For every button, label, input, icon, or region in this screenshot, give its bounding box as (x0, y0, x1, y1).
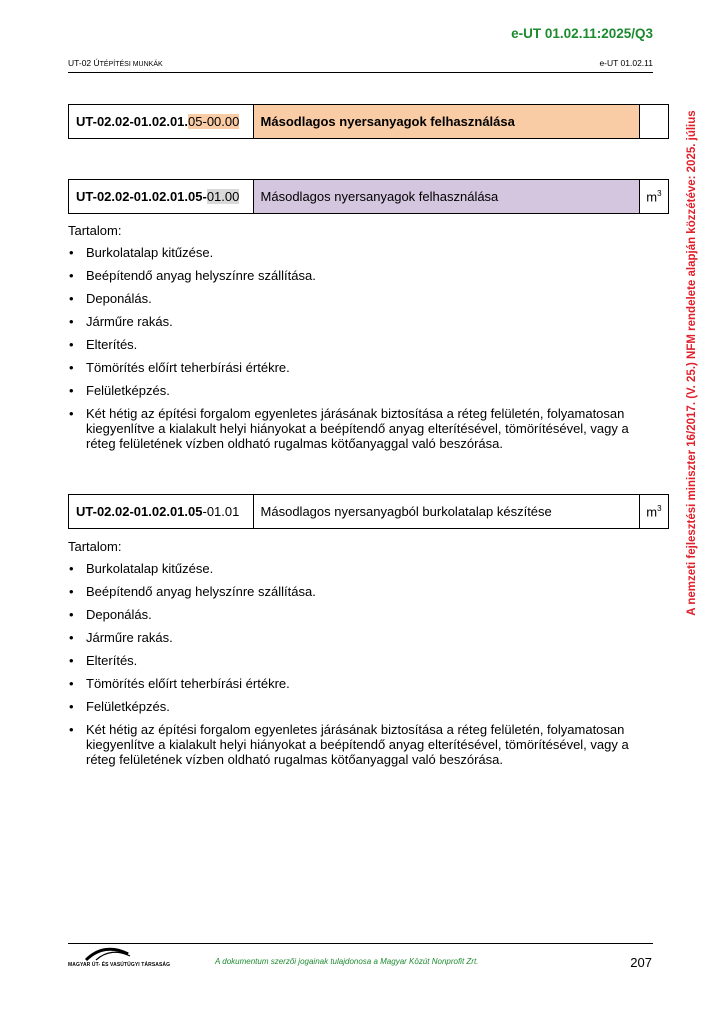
item-title: Másodlagos nyersanyagok felhasználása (253, 105, 639, 139)
list-item: • Tömörítés előírt teherbírási értékre. (68, 676, 653, 691)
unit-base: m (646, 504, 658, 520)
list-item: • Burkolatalap kitűzése. (68, 245, 653, 260)
road-curve-icon (68, 946, 163, 962)
item-content-3 (68, 539, 653, 775)
list-item: • Elterítés. (68, 337, 653, 352)
list-item: • Két hétig az építési forgalom egyenletes járásának biztosítása a réteg felületén, folyamatosan kiegyenlítve a kialakult helyi hiányokat a beépítendő anyag elterítésével, tömörítésével, vagy a réteg felületének vízben oldható rugalmas kötőanyaggal való beszórása. (68, 406, 653, 451)
item-title: Másodlagos nyersanyagból burkolatalap készítése (253, 495, 639, 529)
unit-base: m (646, 189, 658, 205)
item-code-main: UT-02.02-01.02.01.05 (76, 504, 203, 519)
content-label: Tartalom: (68, 223, 122, 238)
item-unit (639, 495, 668, 529)
page-header (68, 58, 653, 73)
item-code-main: UT-02.02-01.02.01. (76, 114, 189, 129)
item-table-2 (68, 179, 669, 214)
item-table-1 (68, 104, 669, 139)
item-code (69, 495, 254, 529)
item-unit (639, 180, 668, 214)
list-item: • Járműre rakás. (68, 630, 653, 645)
list-item: • Felületképzés. (68, 699, 653, 714)
header-doc-ref: e-UT 01.02.11 (599, 58, 653, 68)
item-content-2 (68, 223, 653, 459)
logo-text: MAGYAR ÚT- ÉS VASÚTÜGYI TÁRSASÁG (68, 962, 171, 968)
list-item: • Felületképzés. (68, 383, 653, 398)
item-code (69, 180, 254, 214)
list-item: • Deponálás. (68, 607, 653, 622)
header-chapter-rest: TÉPÍTÉSI MUNKÁK (99, 61, 163, 68)
list-item: • Elterítés. (68, 653, 653, 668)
list-item: • Deponálás. (68, 291, 653, 306)
item-code-main: UT-02.02-01.02.01.05- (76, 189, 207, 204)
item-unit (639, 105, 668, 139)
item-title: Másodlagos nyersanyagok felhasználása (253, 180, 639, 214)
document-code: e-UT 01.02.11:2025/Q3 (511, 26, 653, 41)
list-item: • Beépítendő anyag helyszínre szállítása. (68, 268, 653, 283)
side-publication-note (684, 96, 700, 630)
header-chapter-initial: Ú (93, 58, 100, 68)
unit-exponent: 3 (657, 503, 662, 513)
header-chapter-prefix: UT-02 (68, 58, 94, 68)
item-code-highlight: 05-00.00 (188, 114, 240, 129)
list-item: • Járműre rakás. (68, 314, 653, 329)
item-code (69, 105, 254, 139)
content-label: Tartalom: (68, 539, 122, 554)
list-item: • Két hétig az építési forgalom egyenletes járásának biztosítása a réteg felületén, folyamatosan kiegyenlítve a kialakult helyi hiányokat a beépítendő anyag elterítésével, tömörítésével, vagy a réteg felületének vízben oldható rugalmas kötőanyaggal való beszórása. (68, 722, 653, 767)
unit-exponent: 3 (657, 188, 662, 198)
list-item: • Tömörítés előírt teherbírási értékre. (68, 360, 653, 375)
content-list (68, 245, 653, 451)
copyright-note: A dokumentum szerzői jogainak tulajdonosa a Magyar Közút Nonprofit Zrt. (215, 957, 479, 966)
content-list (68, 561, 653, 767)
header-chapter (68, 58, 163, 68)
item-code-suffix: -01.01 (202, 504, 240, 519)
list-item: • Burkolatalap kitűzése. (68, 561, 653, 576)
item-table-3 (68, 494, 669, 529)
publisher-logo (68, 946, 171, 968)
item-code-highlight: 01.00 (206, 189, 240, 204)
footer-divider (68, 943, 653, 944)
side-note-text: A nemzeti fejlesztési miniszter 16/2017. (V. 25.) NFM rendelete alapján közzétéve: 2025. július (686, 110, 698, 616)
page-number: 207 (630, 955, 652, 970)
list-item: • Beépítendő anyag helyszínre szállítása. (68, 584, 653, 599)
